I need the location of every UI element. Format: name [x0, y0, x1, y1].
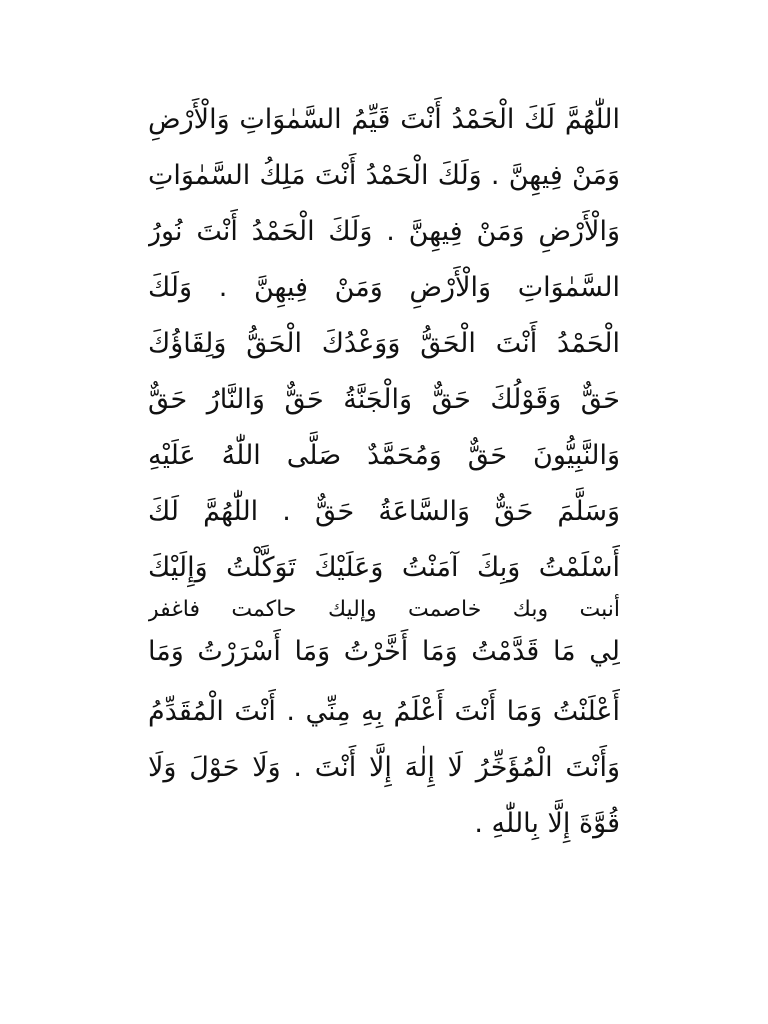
- text-line-5: الْحَمْدُ أَنْتَ الْحَقُّ وَوَعْدُكَ الْحَقُّ وَلِقَاؤُكَ: [148, 328, 620, 359]
- text-line-7: وَالنَّبِيُّونَ حَقٌّ وَمُحَمَّدٌ صَلَّى اللّٰهُ عَلَيْهِ: [148, 440, 620, 471]
- text-line-10: أنبت وبك خاصمت وإليك حاكمت فاغفر: [148, 597, 620, 622]
- text-line-2: وَمَنْ فِيهِنَّ . وَلَكَ الْحَمْدُ أَنْتَ مَلِكُ السَّمٰوَاتِ: [148, 160, 620, 191]
- text-line-11: لِي مَا قَدَّمْتُ وَمَا أَخَّرْتُ وَمَا أَسْرَرْتُ وَمَا: [148, 636, 620, 667]
- text-line-14: قُوَّةَ إِلَّا بِاللّٰهِ .: [474, 808, 620, 839]
- text-line-9: أَسْلَمْتُ وَبِكَ آمَنْتُ وَعَلَيْكَ تَوَكَّلْتُ وَإِلَيْكَ: [148, 552, 620, 583]
- text-line-3: وَالْأَرْضِ وَمَنْ فِيهِنَّ . وَلَكَ الْحَمْدُ أَنْتَ نُورُ: [148, 216, 620, 247]
- text-line-6: حَقٌّ وَقَوْلُكَ حَقٌّ وَالْجَنَّةُ حَقٌّ وَالنَّارُ حَقٌّ: [148, 384, 620, 415]
- text-line-4: السَّمٰوَاتِ وَالْأَرْضِ وَمَنْ فِيهِنَّ . وَلَكَ: [148, 272, 620, 303]
- text-line-12: أَعْلَنْتُ وَمَا أَنْتَ أَعْلَمُ بِهِ مِنِّي . أَنْتَ الْمُقَدِّمُ: [148, 696, 620, 727]
- text-line-1: اللّٰهُمَّ لَكَ الْحَمْدُ أَنْتَ قَيِّمُ السَّمٰوَاتِ وَالْأَرْضِ: [148, 104, 620, 135]
- arabic-prayer-text: [148, 92, 620, 852]
- text-line-13: وَأَنْتَ الْمُؤَخِّرُ لَا إِلٰهَ إِلَّا أَنْتَ . وَلَا حَوْلَ وَلَا: [148, 752, 620, 783]
- text-line-8: وَسَلَّمَ حَقٌّ وَالسَّاعَةُ حَقٌّ . اللّٰهُمَّ لَكَ: [148, 496, 620, 527]
